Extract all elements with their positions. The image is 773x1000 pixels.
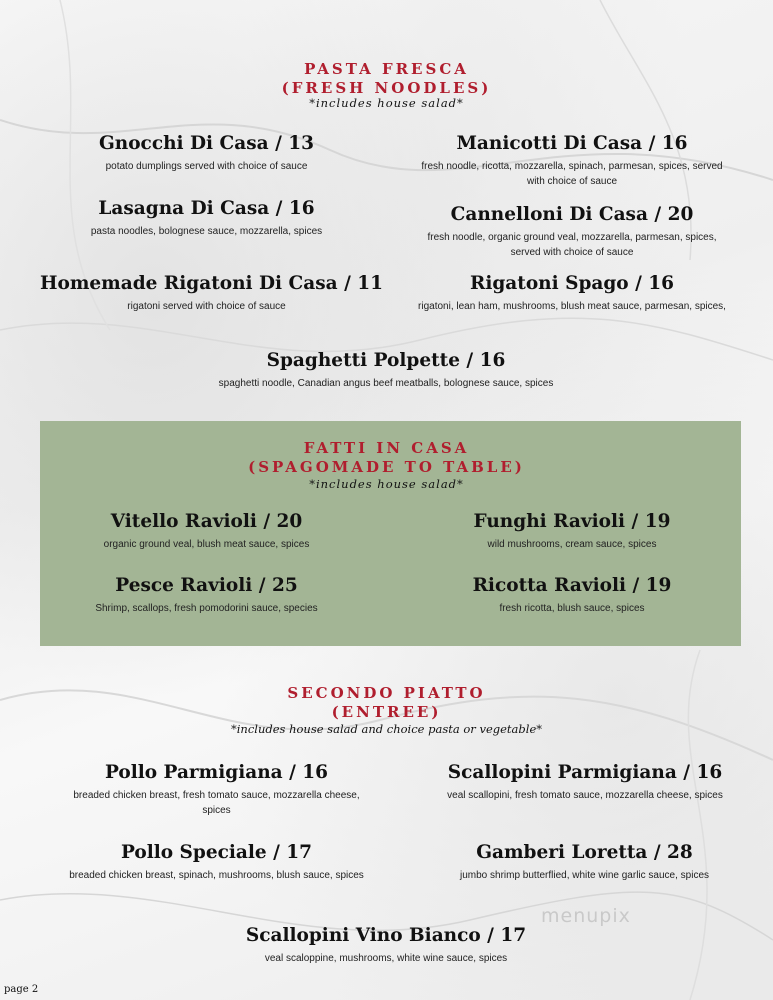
section-note-secondo-piatto: *includes house salad and choice pasta or vegetable* (231, 722, 542, 736)
menu-item-ricotta-ravioli (412, 575, 732, 616)
menu-item-scallopini-vino-bianco (216, 925, 556, 966)
item-name: Pollo Parmigiana / 16 (104, 762, 329, 783)
menu-item-lasagna (40, 198, 373, 239)
item-description: Shrimp, scallops, fresh pomodorini sauce, species (95, 603, 318, 614)
item-description: pasta noodles, bolognese sauce, mozzarella, spices (90, 226, 323, 237)
item-description: fresh ricotta, blush sauce, spices (499, 603, 645, 614)
section-title-secondo-piatto: SECONDO PIATTO (287, 684, 486, 702)
item-name: Spaghetti Polpette / 16 (266, 350, 506, 371)
section-title-pasta-fresca: PASTA FRESCA (304, 60, 469, 78)
page-number: page 2 (4, 984, 39, 995)
menu-item-gamberi-loretta (412, 842, 757, 883)
item-description: breaded chicken breast, spinach, mushrooms, blush sauce, spices (69, 870, 364, 881)
section-subtitle-pasta-fresca: (FRESH NOODLES) (281, 79, 492, 97)
item-description: jumbo shrimp butterflied, white wine garlic sauce, spices (460, 870, 709, 881)
item-name: Scallopini Parmigiana / 16 (447, 762, 723, 783)
section-subtitle-fatti-in-casa: (SPAGOMADE TO TABLE) (248, 458, 525, 476)
item-name: Scallopini Vino Bianco / 17 (245, 925, 527, 946)
menu-item-funghi-ravioli (412, 511, 732, 552)
menupix-watermark: menupix (541, 905, 631, 927)
item-name: Vitello Ravioli / 20 (110, 511, 303, 532)
item-name: Lasagna Di Casa / 16 (98, 198, 315, 219)
item-name: Rigatoni Spago / 16 (469, 273, 675, 294)
item-name: Pollo Speciale / 17 (120, 842, 313, 863)
menu-item-pesce-ravioli (40, 575, 373, 616)
section-note-pasta-fresca: *includes house salad* (309, 96, 464, 110)
item-description: fresh noodle, ricotta, mozzarella, spinach, parmesan, spices, served with choice of sauce (421, 161, 723, 187)
item-name: Ricotta Ravioli / 19 (472, 575, 672, 596)
menu-item-scallopini-parmigiana (425, 762, 745, 803)
menu-item-manicotti (412, 133, 732, 189)
item-description: spaghetti noodle, Canadian angus beef meatballs, bolognese sauce, spices (218, 378, 554, 389)
menu-item-gnocchi (40, 133, 373, 174)
menu-item-vitello-ravioli (40, 511, 373, 552)
item-description: veal scallopini, fresh tomato sauce, mozzarella cheese, spices (447, 790, 723, 801)
section-note-fatti-in-casa: *includes house salad* (309, 477, 464, 491)
item-name: Gamberi Loretta / 28 (476, 842, 693, 863)
menu-item-pollo-parmigiana (60, 762, 373, 818)
item-name: Manicotti Di Casa / 16 (456, 133, 688, 154)
section-title-fatti-in-casa: FATTI IN CASA (303, 439, 470, 457)
item-name: Funghi Ravioli / 19 (473, 511, 671, 532)
item-description: potato dumplings served with choice of sauce (105, 161, 308, 172)
item-description: fresh noodle, organic ground veal, mozzarella, parmesan, spices, served with choice of sauce (427, 232, 717, 258)
item-name: Gnocchi Di Casa / 13 (98, 133, 315, 154)
item-name: Pesce Ravioli / 25 (115, 575, 298, 596)
item-description: rigatoni served with choice of sauce (127, 301, 286, 312)
section-subtitle-secondo-piatto: (ENTREE) (331, 703, 442, 721)
menu-item-cannelloni (412, 204, 732, 260)
item-name: Cannelloni Di Casa / 20 (450, 204, 694, 225)
item-name: Homemade Rigatoni Di Casa / 11 (40, 273, 384, 294)
menu-item-pollo-speciale (60, 842, 373, 883)
item-description: wild mushrooms, cream sauce, spices (487, 539, 657, 550)
item-description: veal scaloppine, mushrooms, white wine sauce, spices (264, 953, 508, 964)
menu-item-rigatoni-spago (402, 273, 742, 314)
item-description: rigatoni, lean ham, mushrooms, blush meat sauce, parmesan, spices, (418, 301, 726, 312)
menu-item-homemade-rigatoni (40, 273, 384, 314)
item-description: organic ground veal, blush meat sauce, spices (103, 539, 310, 550)
menu-item-spaghetti-polpette (216, 350, 556, 391)
item-description: breaded chicken breast, fresh tomato sauce, mozzarella cheese, spices (73, 790, 360, 816)
